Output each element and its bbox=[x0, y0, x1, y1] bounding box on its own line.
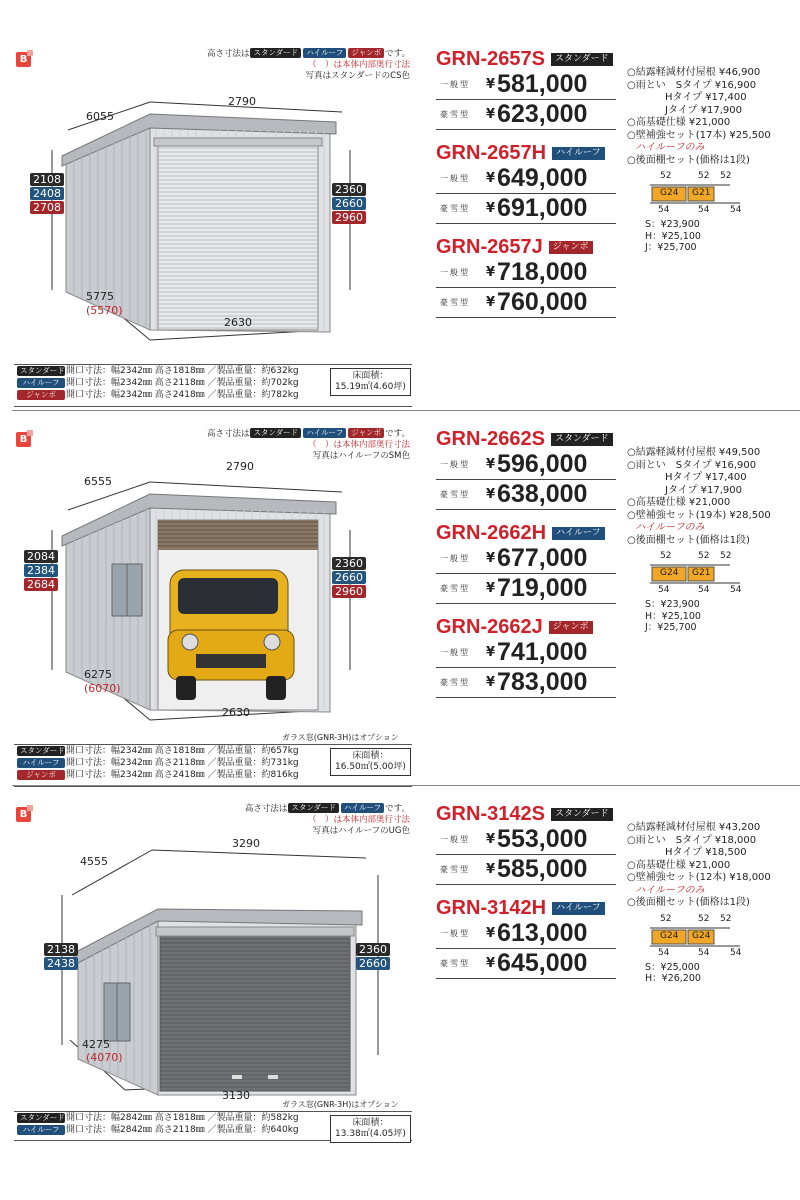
height-right-list bbox=[356, 943, 390, 970]
option-item: ハイルーフのみ bbox=[635, 522, 705, 533]
shelf-bottom-dim: 54 bbox=[730, 947, 742, 958]
legend-prefix: 高さ寸法は bbox=[206, 48, 250, 59]
spec-tag: ハイルーフ bbox=[17, 378, 65, 388]
shelf-top-dim: 52 bbox=[698, 913, 710, 924]
shelf-label: G24 bbox=[692, 930, 711, 941]
model-tag: ジャンボ bbox=[549, 241, 593, 254]
price-value: 783,000 bbox=[497, 668, 588, 696]
option-item: Hタイプ ¥17,400 bbox=[665, 92, 747, 103]
dimension-depth-inner: (5570) bbox=[86, 304, 123, 317]
option-list bbox=[627, 447, 771, 547]
brand-b-icon: B bbox=[16, 807, 31, 822]
spec-tag: ジャンボ bbox=[17, 770, 65, 780]
snow-price-row bbox=[436, 194, 616, 224]
model-name: GRN-2662S bbox=[436, 427, 545, 450]
dimension-width-top: 2790 bbox=[226, 460, 254, 473]
price-type-label: 一般型 bbox=[440, 460, 470, 469]
spec-tag: スタンダード bbox=[17, 366, 65, 376]
dimension-depth-bottom: 4275 bbox=[82, 1038, 110, 1051]
option-item: ○高基礎仕様 ¥21,000 bbox=[627, 497, 731, 508]
legend-tag: スタンダード bbox=[250, 48, 301, 58]
shelf-label: G24 bbox=[660, 188, 679, 198]
price-value: 719,000 bbox=[497, 574, 588, 602]
dimension-depth-top: 6055 bbox=[86, 110, 114, 123]
option-item: ○壁補強セット(12本) ¥18,000 bbox=[627, 872, 771, 883]
price-value: 638,000 bbox=[497, 480, 588, 508]
floor-area-value: 15.19㎡(4.60坪) bbox=[335, 382, 406, 392]
shelf-bottom-dim: 54 bbox=[658, 205, 670, 215]
price-value: 718,000 bbox=[497, 258, 588, 286]
shelf-price: H：¥26,200 bbox=[645, 973, 701, 984]
price-value: 741,000 bbox=[497, 638, 588, 666]
shelf-top-dim: 52 bbox=[720, 913, 732, 924]
shelf-price: S：¥25,000 bbox=[645, 961, 700, 973]
shelf-bottom-dim: 54 bbox=[698, 585, 710, 595]
spec-text: 開口寸法：幅2342㎜ 高さ1818㎜ ／製品重量：約632kg bbox=[66, 366, 299, 376]
shelf-label: G24 bbox=[660, 568, 679, 578]
snow-price-row bbox=[436, 288, 616, 318]
price-value: 581,000 bbox=[497, 70, 588, 98]
dimension-depth-bottom: 6275 bbox=[84, 668, 112, 681]
price-type-label: 豪雪型 bbox=[440, 204, 470, 213]
price-value: 596,000 bbox=[497, 450, 588, 478]
shelf-bottom-dim: 54 bbox=[658, 947, 670, 958]
window-option-note: ガラス窓(GNR-3H)はオプション bbox=[282, 1100, 399, 1109]
interior-note: （ ）は本体内部奥行寸法 bbox=[307, 439, 410, 450]
shelf-price-list bbox=[645, 962, 701, 985]
option-item: ○壁補強セット(17本) ¥25,500 bbox=[627, 129, 771, 141]
option-item: ○高基礎仕様 ¥21,000 bbox=[627, 859, 731, 871]
height-left-list bbox=[24, 550, 58, 591]
shelf-top-dim: 52 bbox=[698, 551, 710, 561]
model-name: GRN-2657H bbox=[436, 141, 547, 164]
option-item: ○雨とい Sタイプ ¥16,900 bbox=[627, 459, 757, 471]
dimension-depth-top: 6555 bbox=[84, 475, 112, 488]
shelf-price-list bbox=[645, 219, 701, 254]
shelf-label: G21 bbox=[692, 188, 711, 198]
yen-symbol: ¥ bbox=[486, 645, 496, 660]
shelf-price: S：¥23,900 bbox=[645, 599, 700, 610]
shelf-price: J：¥25,700 bbox=[645, 622, 697, 633]
general-price-row bbox=[436, 70, 616, 100]
legend-suffix: です。 bbox=[385, 803, 410, 814]
model-tag: スタンダード bbox=[551, 53, 613, 66]
shelf-top-dim: 52 bbox=[720, 171, 732, 181]
brand-b-icon: B bbox=[16, 52, 31, 67]
model-price-block bbox=[436, 803, 616, 885]
height-left-list bbox=[30, 173, 64, 214]
price-value: 585,000 bbox=[497, 855, 588, 883]
height-right-list bbox=[332, 183, 366, 224]
dimension-depth-top: 4555 bbox=[80, 855, 108, 868]
snow-price-row bbox=[436, 100, 616, 130]
spec-text: 開口寸法：幅2342㎜ 高さ2418㎜ ／製品重量：約816kg bbox=[66, 770, 299, 780]
dimension-width-bottom: 3130 bbox=[222, 1089, 250, 1102]
dimension-width-top: 3290 bbox=[232, 837, 260, 850]
shelf-bottom-dim: 54 bbox=[698, 947, 710, 958]
shelf-price: H：¥25,100 bbox=[645, 230, 701, 242]
floor-area-value: 16.50㎡(5.00坪) bbox=[335, 762, 406, 772]
dimension-depth-inner: (6070) bbox=[84, 682, 121, 695]
price-type-label: 豪雪型 bbox=[440, 110, 470, 119]
interior-note: （ ）は本体内部奥行寸法 bbox=[307, 59, 410, 70]
model-name: GRN-3142H bbox=[436, 896, 547, 919]
model-price-block bbox=[436, 236, 616, 318]
legend-suffix: です。 bbox=[385, 48, 410, 59]
option-item: ○雨とい Sタイプ ¥18,000 bbox=[627, 834, 757, 846]
model-name: GRN-2662H bbox=[436, 521, 547, 544]
height-left-list bbox=[44, 943, 78, 970]
legend-tag: スタンダード bbox=[250, 428, 301, 438]
height-left-value: 2108 bbox=[30, 173, 64, 186]
price-type-label: 一般型 bbox=[440, 174, 470, 183]
height-right-value: 2960 bbox=[332, 211, 366, 224]
price-type-label: 一般型 bbox=[440, 554, 470, 563]
option-item: ○結露軽減材付屋根 ¥49,500 bbox=[627, 447, 761, 458]
option-item: ハイルーフのみ bbox=[635, 884, 705, 896]
spec-tag: ハイルーフ bbox=[17, 1125, 65, 1135]
snow-price-row bbox=[436, 480, 616, 510]
snow-price-row bbox=[436, 949, 616, 979]
dimension-width-top: 2790 bbox=[228, 95, 256, 108]
window-option-note: ガラス窓(GNR-3H)はオプション bbox=[282, 733, 399, 742]
yen-symbol: ¥ bbox=[486, 956, 496, 971]
brand-b-icon: B bbox=[16, 432, 31, 447]
height-right-value: 2360 bbox=[332, 557, 366, 570]
price-value: 691,000 bbox=[497, 194, 588, 222]
price-value: 645,000 bbox=[497, 949, 588, 977]
dimension-width-bottom: 2630 bbox=[222, 706, 250, 719]
photo-note: 写真はハイルーフのUG色 bbox=[312, 825, 410, 836]
shelf-top-dim: 52 bbox=[720, 551, 732, 561]
general-price-row bbox=[436, 919, 616, 949]
model-price-block bbox=[436, 142, 616, 224]
height-left-value: 2684 bbox=[24, 578, 58, 591]
shelf-bottom-dim: 54 bbox=[658, 585, 670, 595]
option-item: ○後面棚セット(価格は1段) bbox=[627, 897, 750, 908]
general-price-row bbox=[436, 825, 616, 855]
spec-tag: ジャンボ bbox=[17, 390, 65, 400]
yen-symbol: ¥ bbox=[486, 581, 496, 596]
dimension-width-bottom: 2630 bbox=[224, 316, 252, 329]
yen-symbol: ¥ bbox=[486, 295, 496, 310]
model-price-block bbox=[436, 897, 616, 979]
model-price-block bbox=[436, 48, 616, 130]
shelf-top-dim: 52 bbox=[660, 551, 672, 561]
snow-price-row bbox=[436, 574, 616, 604]
option-item: ○後面棚セット(価格は1段) bbox=[627, 154, 750, 166]
legend-tag: ハイルーフ bbox=[303, 48, 346, 58]
legend-tag: スタンダード bbox=[288, 803, 339, 813]
floor-area-label: 床面積： bbox=[352, 1118, 389, 1128]
model-tag: スタンダード bbox=[551, 433, 613, 446]
option-item: ○雨とい Sタイプ ¥16,900 bbox=[627, 79, 757, 91]
price-value: 613,000 bbox=[497, 919, 588, 947]
general-price-row bbox=[436, 544, 616, 574]
model-name: GRN-2662J bbox=[436, 615, 543, 638]
height-right-value: 2660 bbox=[332, 571, 366, 584]
shelf-label: G21 bbox=[692, 568, 711, 578]
floor-area-value: 13.38㎡(4.05坪) bbox=[335, 1129, 406, 1139]
yen-symbol: ¥ bbox=[486, 675, 496, 690]
shelf-price-list bbox=[645, 599, 701, 634]
price-value: 760,000 bbox=[497, 288, 588, 316]
photo-note: 写真はスタンダードのCS色 bbox=[305, 70, 410, 81]
floor-area-box bbox=[330, 1115, 411, 1143]
spec-tag: スタンダード bbox=[17, 1113, 65, 1123]
yen-symbol: ¥ bbox=[486, 171, 496, 186]
legend-tag: ハイルーフ bbox=[303, 428, 346, 438]
legend-prefix: 高さ寸法は bbox=[206, 428, 250, 439]
option-list bbox=[627, 67, 771, 167]
option-item: Hタイプ ¥18,500 bbox=[665, 847, 747, 858]
snow-price-row bbox=[436, 855, 616, 885]
shelf-bottom-dim: 54 bbox=[698, 205, 710, 215]
interior-note: （ ）は本体内部奥行寸法 bbox=[307, 814, 410, 825]
option-item: Hタイプ ¥17,400 bbox=[665, 472, 747, 483]
yen-symbol: ¥ bbox=[486, 107, 496, 122]
yen-symbol: ¥ bbox=[486, 487, 496, 502]
height-left-value: 2408 bbox=[30, 187, 64, 200]
height-right-value: 2960 bbox=[332, 585, 366, 598]
legend-tag: ジャンボ bbox=[348, 48, 384, 58]
height-left-value: 2708 bbox=[30, 201, 64, 214]
legend-tag: ジャンボ bbox=[348, 428, 384, 438]
floor-area-label: 床面積： bbox=[352, 751, 389, 761]
shelf-label: G24 bbox=[660, 930, 679, 941]
dimension-depth-inner: (4070) bbox=[86, 1051, 123, 1064]
legend-suffix: です。 bbox=[385, 428, 410, 439]
product-section bbox=[0, 420, 800, 810]
model-tag: ハイルーフ bbox=[552, 902, 605, 915]
general-price-row bbox=[436, 258, 616, 288]
model-tag: スタンダード bbox=[551, 808, 613, 821]
spec-text: 開口寸法：幅2342㎜ 高さ2118㎜ ／製品重量：約702kg bbox=[66, 378, 299, 388]
price-value: 677,000 bbox=[497, 544, 588, 572]
model-name: GRN-3142S bbox=[436, 802, 545, 825]
general-price-row bbox=[436, 638, 616, 668]
general-price-row bbox=[436, 164, 616, 194]
shelf-price: J：¥25,700 bbox=[645, 242, 697, 253]
spec-text: 開口寸法：幅2342㎜ 高さ2118㎜ ／製品重量：約731kg bbox=[66, 758, 299, 768]
price-type-label: 豪雪型 bbox=[440, 678, 470, 687]
spec-text: 開口寸法：幅2842㎜ 高さ2118㎜ ／製品重量：約640kg bbox=[66, 1125, 299, 1135]
yen-symbol: ¥ bbox=[486, 832, 496, 847]
yen-symbol: ¥ bbox=[486, 265, 496, 280]
spec-text: 開口寸法：幅2842㎜ 高さ1818㎜ ／製品重量：約582kg bbox=[66, 1113, 299, 1123]
dimension-depth-bottom: 5775 bbox=[86, 290, 114, 303]
yen-symbol: ¥ bbox=[486, 201, 496, 216]
model-name: GRN-2657J bbox=[436, 235, 543, 258]
option-item: Jタイプ ¥17,900 bbox=[665, 104, 742, 116]
option-item: Jタイプ ¥17,900 bbox=[665, 484, 742, 496]
height-right-list bbox=[332, 557, 366, 598]
option-item: ○壁補強セット(19本) ¥28,500 bbox=[627, 509, 771, 521]
price-type-label: 豪雪型 bbox=[440, 865, 470, 874]
floor-area-box bbox=[330, 368, 411, 396]
price-type-label: 一般型 bbox=[440, 80, 470, 89]
shelf-bottom-dim: 54 bbox=[730, 585, 742, 595]
price-type-label: 豪雪型 bbox=[440, 490, 470, 499]
yen-symbol: ¥ bbox=[486, 862, 496, 877]
price-type-label: 一般型 bbox=[440, 648, 470, 657]
height-left-value: 2438 bbox=[44, 957, 78, 970]
model-tag: ジャンボ bbox=[549, 621, 593, 634]
price-type-label: 一般型 bbox=[440, 929, 470, 938]
model-tag: ハイルーフ bbox=[552, 147, 605, 160]
height-right-value: 2360 bbox=[332, 183, 366, 196]
price-type-label: 一般型 bbox=[440, 268, 470, 277]
price-value: 553,000 bbox=[497, 825, 588, 853]
height-right-value: 2660 bbox=[356, 957, 390, 970]
general-price-row bbox=[436, 450, 616, 480]
floor-area-label: 床面積： bbox=[352, 371, 389, 381]
height-left-value: 2084 bbox=[24, 550, 58, 563]
product-section bbox=[0, 40, 800, 430]
price-type-label: 豪雪型 bbox=[440, 298, 470, 307]
price-type-label: 豪雪型 bbox=[440, 584, 470, 593]
shelf-top-dim: 52 bbox=[698, 171, 710, 181]
option-item: ○結露軽減材付屋根 ¥46,900 bbox=[627, 67, 761, 78]
shelf-top-dim: 52 bbox=[660, 171, 672, 181]
shelf-price: S：¥23,900 bbox=[645, 219, 700, 230]
option-item: ○結露軽減材付屋根 ¥43,200 bbox=[627, 822, 761, 833]
model-price-block bbox=[436, 522, 616, 604]
legend-prefix: 高さ寸法は bbox=[244, 803, 288, 814]
height-right-value: 2360 bbox=[356, 943, 390, 956]
model-tag: ハイルーフ bbox=[552, 527, 605, 540]
shelf-top-dim: 52 bbox=[660, 913, 672, 924]
price-value: 649,000 bbox=[497, 164, 588, 192]
price-value: 623,000 bbox=[497, 100, 588, 128]
height-left-value: 2384 bbox=[24, 564, 58, 577]
model-price-block bbox=[436, 428, 616, 510]
shelf-price: H：¥25,100 bbox=[645, 610, 701, 622]
option-item: ハイルーフのみ bbox=[635, 142, 705, 153]
product-section bbox=[0, 795, 800, 1185]
price-type-label: 一般型 bbox=[440, 835, 470, 844]
option-item: ○高基礎仕様 ¥21,000 bbox=[627, 117, 731, 128]
snow-price-row bbox=[436, 668, 616, 698]
option-item: ○後面棚セット(価格は1段) bbox=[627, 534, 750, 546]
photo-note: 写真はハイルーフのSM色 bbox=[312, 450, 410, 461]
yen-symbol: ¥ bbox=[486, 77, 496, 92]
option-list bbox=[627, 822, 771, 910]
yen-symbol: ¥ bbox=[486, 457, 496, 472]
legend-tag: ハイルーフ bbox=[341, 803, 384, 813]
spec-text: 開口寸法：幅2342㎜ 高さ2418㎜ ／製品重量：約782kg bbox=[66, 390, 299, 400]
model-name: GRN-2657S bbox=[436, 47, 545, 70]
yen-symbol: ¥ bbox=[486, 551, 496, 566]
price-type-label: 豪雪型 bbox=[440, 959, 470, 968]
model-price-block bbox=[436, 616, 616, 698]
floor-area-box bbox=[330, 748, 411, 776]
spec-tag: スタンダード bbox=[17, 746, 65, 756]
spec-text: 開口寸法：幅2342㎜ 高さ1818㎜ ／製品重量：約657kg bbox=[66, 746, 299, 756]
spec-tag: ハイルーフ bbox=[17, 758, 65, 768]
height-left-value: 2138 bbox=[44, 943, 78, 956]
yen-symbol: ¥ bbox=[486, 926, 496, 941]
shelf-bottom-dim: 54 bbox=[730, 205, 742, 215]
height-right-value: 2660 bbox=[332, 197, 366, 210]
